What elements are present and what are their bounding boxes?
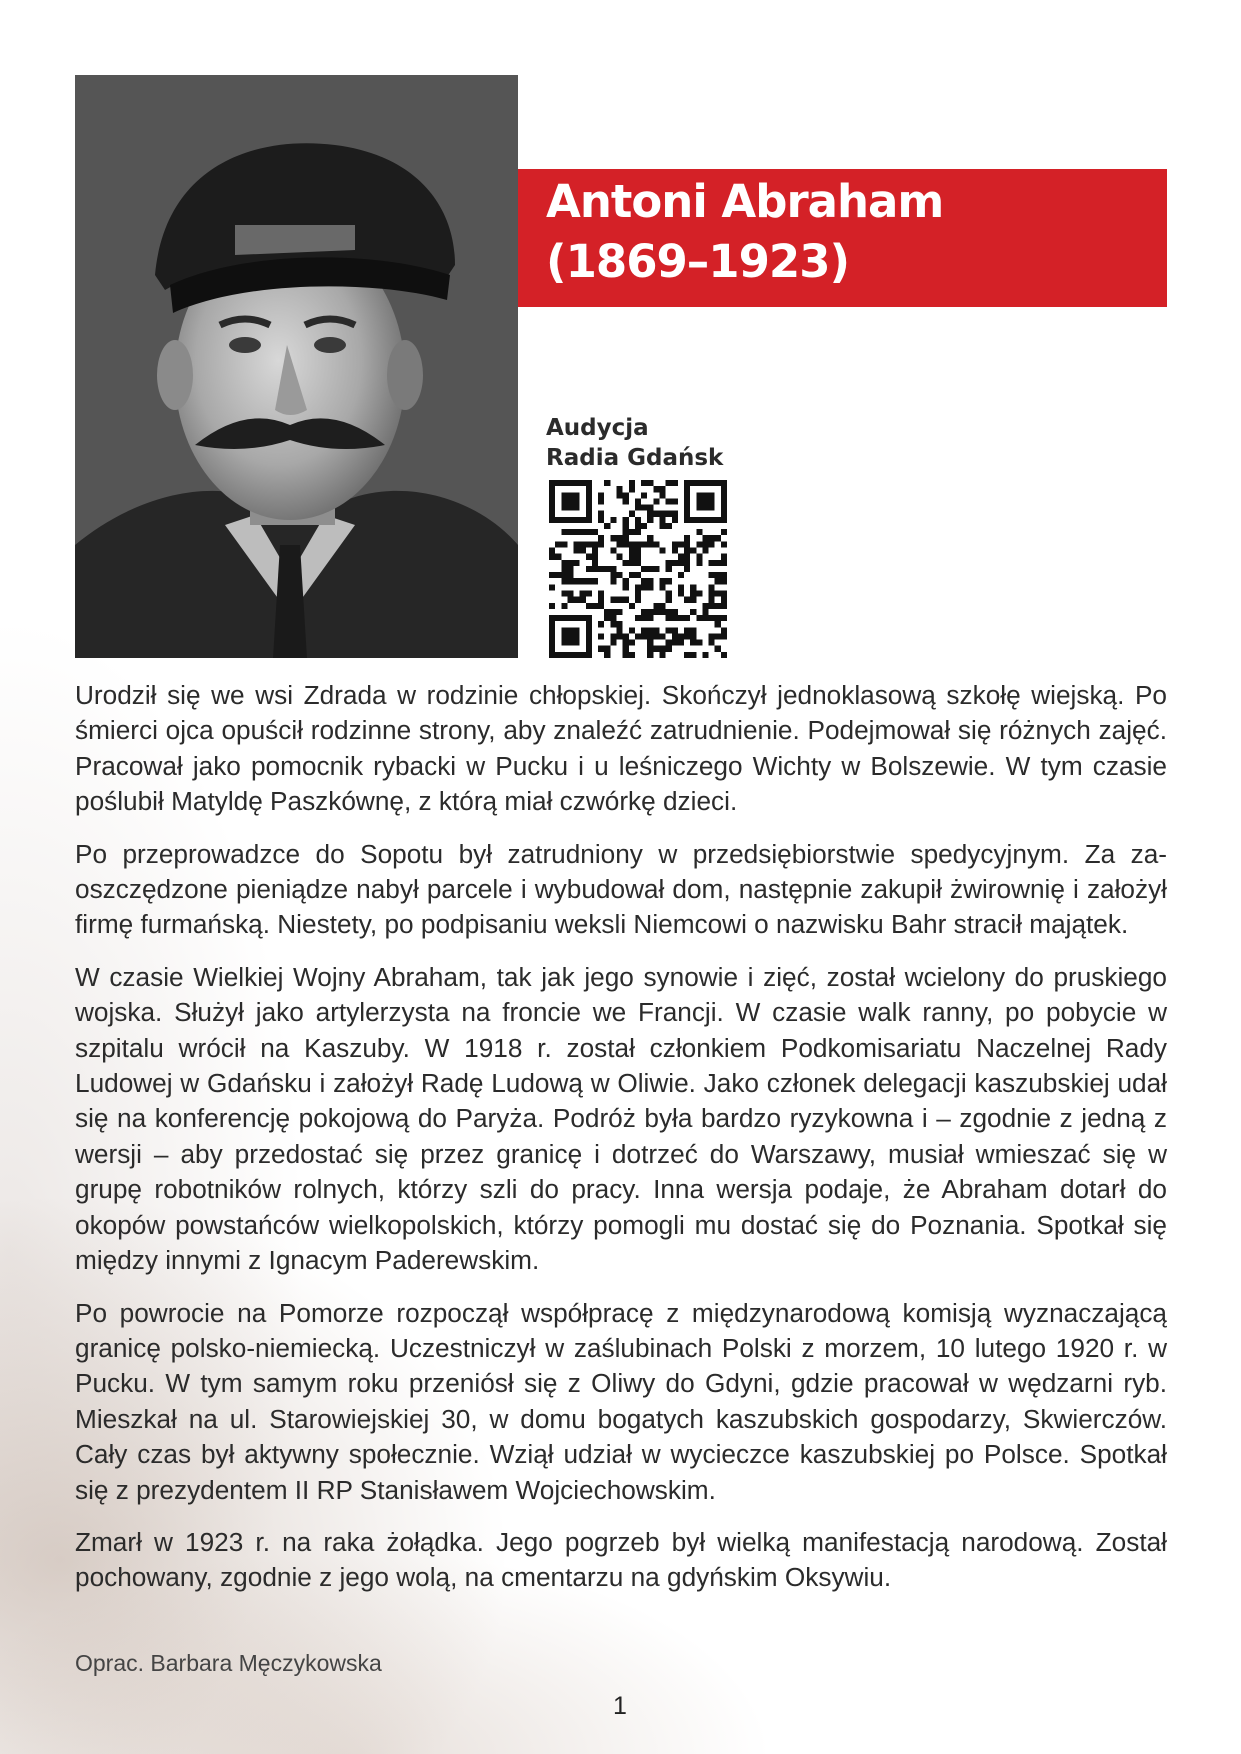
paragraph: W czasie Wielkiej Wojny Abraham, tak jak jego synowie i zięć, został wcielony do pruskiego wojska. Służył jako artylerzysta na froncie we Francji. W czasie walk ranny, po pobycie w szpitalu wrócił na Kaszuby. W 1918 r. został członkiem Podkomisariatu Naczelnej Rady Ludowej w Gdańsku i założył Radę Ludową w Oliwie. Jako członek delegacji kaszubskiej udał się na konferencję pokojową do Paryża. Podróż była bardzo ryzykowna i – zgodnie z jedną z wersji – aby przedostać się przez granicę i dotrzeć do Warszawy, musiał wmieszać się w grupę robotników rolnych, którzy szli do pracy. Inna wersja podaje, że Abraham dotarł do okopów powstańców wielkopolskich, którzy pomogli mu dostać się do Poznania. Spotkał się między innymi z Ignacym Paderewskim.	[75, 961, 1167, 1276]
paragraph: Po przeprowadzce do Sopotu był zatrudniony w przedsiębiorstwie spedycyjnym. Za zaoszczędzone pieniądze nabył parcele i wybudował dom, następnie zakupił żwirownię i założył firmę furmańską. Niestety, po podpisaniu weksli Niemcowi o nazwisku Bahr stracił majątek.	[75, 838, 1167, 940]
author-credit: Oprac. Barbara Męczykowska	[75, 1650, 382, 1676]
audio-label	[546, 413, 723, 473]
paragraph: Urodził się we wsi Zdrada w rodzinie chłopskiej. Skończył jednoklasową szkołę wiejską. Po śmierci ojca opuścił rodzinne strony, aby znaleźć zatrudnienie. Podejmował się różnych zajęć. Pracował jako pomocnik rybacki w Pucku i u leśniczego Wichty w Bolszewie. W tym czasie poślubił Matyldę Paszkównę, z którą miał czwórkę dzieci.	[75, 680, 1167, 817]
portrait-photo-icon	[75, 75, 518, 658]
page-title-name: Antoni Abraham	[546, 175, 944, 228]
audio-label-line2: Radia Gdańsk	[546, 445, 724, 471]
paragraph: Zmarł w 1923 r. na raka żołądka. Jego pogrzeb był wielką manifestacją narodową. Został pochowany, zgodnie z jego wolą, na cmentarzu na gdyńskim Oksywiu.	[75, 1526, 1167, 1593]
qr-code-icon	[549, 480, 727, 658]
page-number: 1	[613, 1692, 627, 1720]
biography-text	[75, 678, 1167, 1613]
portrait-photo	[75, 75, 518, 658]
title-band	[518, 169, 1167, 307]
audio-label-line1: Audycja	[546, 415, 649, 441]
qr-code[interactable]	[549, 480, 727, 658]
page-title-dates: (1869–1923)	[546, 235, 850, 288]
paragraph: Po powrocie na Pomorze rozpoczął współpracę z międzynarodową komisją wyznaczającą granicę polsko-niemiecką. Uczestniczył w zaślubinach Polski z morzem, 10 lutego 1920 r. w Pucku. W tym samym roku przeniósł się z Oliwy do Gdyni, gdzie pracował w wędzarni ryb. Mieszkał na ul. Starowiejskiej 30, w domu bogatych kaszubskich gospodarzy, Skwierczów. Cały czas był aktywny społecznie. Wziął udział w wycieczce kaszubskiej po Polsce. Spotkał się z prezydentem II RP Stanisławem Wojciechowskim.	[75, 1297, 1167, 1505]
